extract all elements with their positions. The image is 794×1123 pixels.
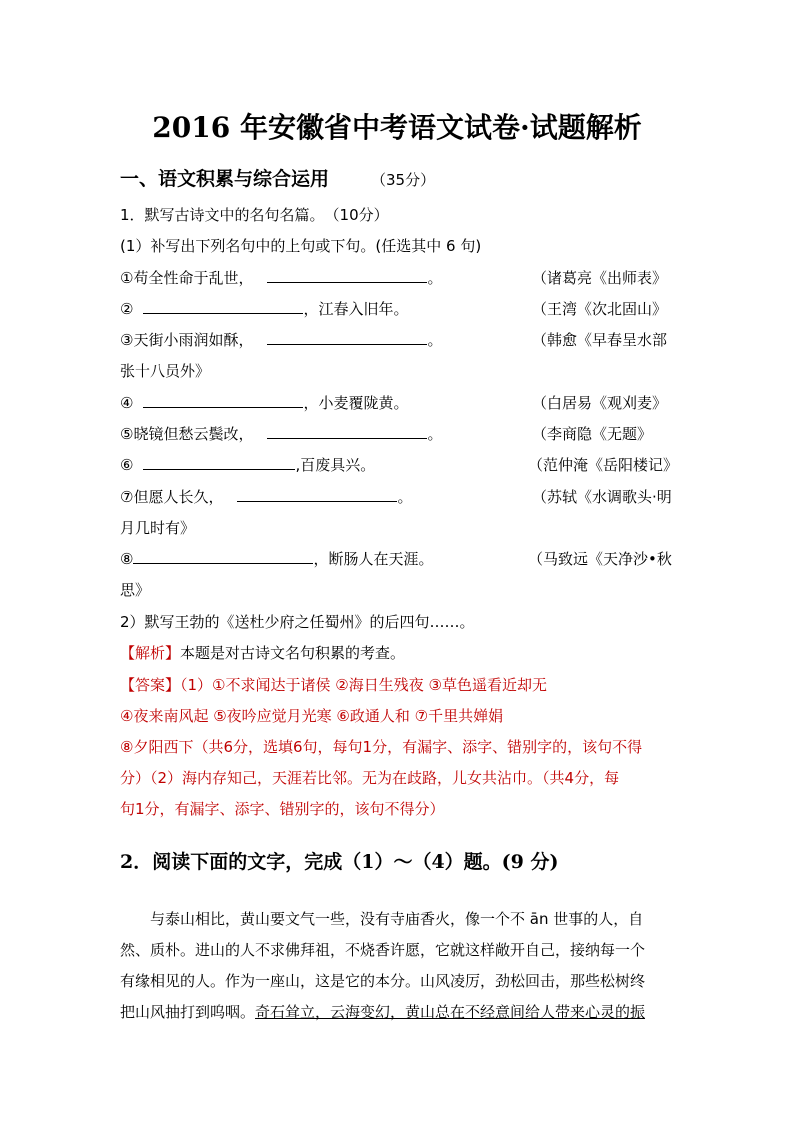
fill-item-8 [120, 547, 433, 571]
question-1-sub2: 2）默写王勃的《送杜少府之任蜀州》的后四句……。 [120, 613, 475, 631]
fill-item-2-pre: ② [120, 300, 134, 318]
fill-blank-2[interactable] [143, 298, 303, 314]
fill-blank-1[interactable] [267, 267, 427, 283]
source-8: （马致远《天净沙•秋 [528, 550, 672, 568]
answer-line-4: 分）（2）海内存知己，天涯若比邻。无为在歧路，儿女共沾巾。（共4分，每 [120, 769, 620, 787]
source-6: （范仲淹《岳阳楼记》 [528, 456, 679, 474]
fill-blank-5[interactable] [267, 423, 427, 439]
fill-item-5-pre: ⑤晓镜但愁云鬓改， [120, 425, 254, 443]
passage-line-3: 有缘相见的人。作为一座山，这是它的本分。山风凌厉，劲松回击，那些松树终 [120, 972, 646, 990]
section-1-points: （35分） [371, 171, 436, 189]
page-title: 2016 年安徽省中考语文试卷·试题解析 [152, 111, 642, 144]
fill-blank-7[interactable] [237, 486, 397, 502]
question-1-stem: 1．默写古诗文中的名句名篇。 （10分） [120, 206, 389, 224]
answer-text-1: （1）①不求闻达于诸侯 ②海日生残夜 ③草色遥看近却无 [180, 676, 547, 694]
passage-line-2: 然、质朴。进山的人不求佛拜祖，不烧香许愿，它就这样敞开自己，接纳每一个 [120, 941, 646, 959]
fill-item-5-post: 。 [427, 425, 443, 443]
section-2-heading: 2．阅读下面的文字，完成（1）～（4）题。(9 分) [120, 851, 559, 873]
fill-item-6-post: ,百废具兴。 [295, 456, 376, 474]
fill-item-6-pre: ⑥ [120, 456, 134, 474]
fill-blank-6[interactable] [143, 454, 295, 470]
answer-line-2: ④夜来南风起 ⑤夜吟应觉月光寒 ⑥政通人和 ⑦千里共婵娟 [120, 707, 504, 725]
fill-item-3-post: 。 [427, 331, 443, 349]
fill-item-1-pre: ①苟全性命于乱世， [120, 269, 254, 287]
answer-line-3: ⑧夕阳西下（共6分，选填6句，每句1分，有漏字、添字、错别字的，该句不得 [120, 738, 643, 756]
passage-line-1: 与泰山相比，黄山要文气一些，没有寺庙香火，像一个不 ān 世事的人，自 [150, 910, 644, 928]
source-7-continued: 月几时有》 [120, 519, 196, 537]
fill-item-7-post: 。 [397, 488, 413, 506]
fill-item-8-pre: ⑧ [120, 550, 134, 568]
question-1-sub1: (1）补写出下列名句中的上句或下句。(任选其中 6 句) [120, 237, 482, 255]
fill-item-4-post: ，小麦覆陇黄。 [303, 394, 409, 412]
underlined-sentence: 奇石耸立，云海变幻，黄山总在不经意间给人带来心灵的振 [255, 1003, 646, 1021]
fill-item-1-post: 。 [427, 269, 443, 287]
fill-item-2-post: ，江春入旧年。 [303, 300, 409, 318]
fill-blank-3[interactable] [267, 329, 427, 345]
passage-line-4-text: 把山风抽打到呜咽。 [120, 1003, 256, 1021]
fill-item-3 [120, 328, 442, 352]
fill-item-2 [120, 297, 408, 321]
source-3-continued: 张十八员外》 [120, 362, 211, 380]
analysis-text: 本题是对古诗文名句积累的考查。 [180, 644, 406, 662]
section-1-title: 一、语文积累与综合运用 [120, 168, 330, 190]
answer-line-5: 句1分，有漏字、添字、错别字的，该句不得分） [120, 800, 445, 818]
source-3: （韩愈《早春呈水部 [532, 331, 668, 349]
fill-item-3-pre: ③天街小雨润如酥， [120, 331, 254, 349]
fill-item-4-pre: ④ [120, 394, 134, 412]
fill-blank-8[interactable] [133, 548, 313, 564]
section-1-heading [120, 164, 435, 195]
fill-item-7-pre: ⑦但愿人长久， [120, 488, 224, 506]
source-1: （诸葛亮《出师表》 [532, 269, 668, 287]
analysis-line [120, 641, 405, 665]
passage-line-4 [120, 1000, 645, 1024]
answer-tag: 【答案】 [120, 676, 181, 694]
fill-item-5 [120, 422, 442, 446]
fill-item-1 [120, 266, 442, 290]
fill-item-6 [120, 453, 375, 477]
source-8-continued: 思》 [120, 581, 151, 599]
source-5: （李商隐《无题》 [532, 425, 653, 443]
fill-item-8-post: ，断肠人在天涯。 [313, 550, 434, 568]
fill-item-4 [120, 391, 408, 415]
fill-blank-4[interactable] [143, 392, 303, 408]
source-7: （苏轼《水调歌头·明 [532, 488, 672, 506]
answer-line-1 [120, 673, 547, 697]
source-4: （白居易《观刈麦》 [532, 394, 668, 412]
fill-item-7 [120, 485, 412, 509]
analysis-tag: 【解析】 [120, 644, 181, 662]
source-2: （王湾《次北固山》 [532, 300, 668, 318]
